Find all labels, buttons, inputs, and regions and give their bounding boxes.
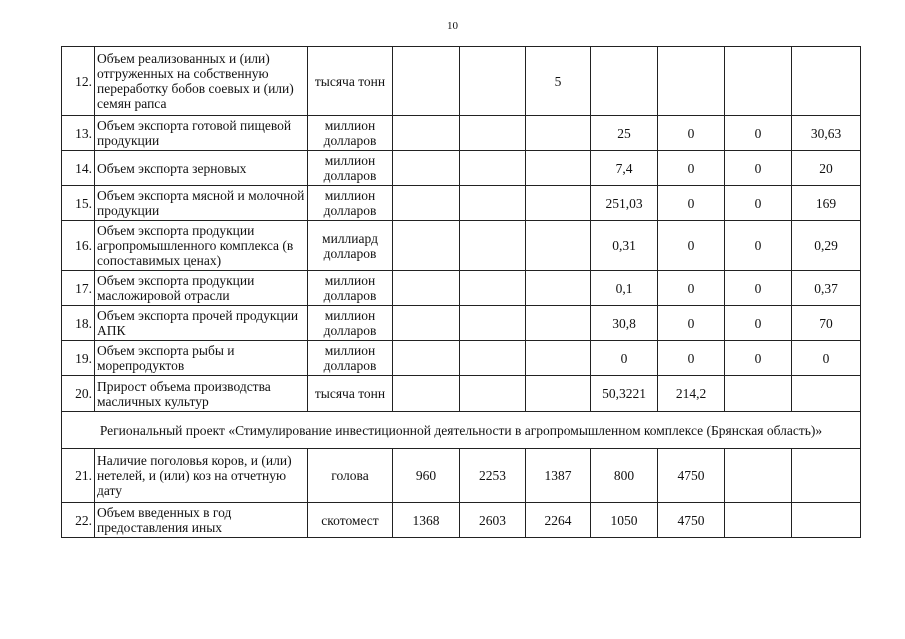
indicator-name: Объем экспорта рыбы и морепродуктов — [95, 341, 308, 376]
row-number: 17. — [62, 271, 95, 306]
value-cell: 1050 — [591, 503, 658, 538]
value-cell: 2264 — [526, 503, 591, 538]
value-cell: 4750 — [658, 503, 725, 538]
value-cell: 0,31 — [591, 221, 658, 271]
value-cell: 0 — [725, 116, 792, 151]
value-cell — [792, 503, 861, 538]
value-cell — [792, 376, 861, 412]
indicator-name: Объем экспорта прочей продукции АПК — [95, 306, 308, 341]
value-cell: 7,4 — [591, 151, 658, 186]
value-cell — [725, 376, 792, 412]
row-number: 13. — [62, 116, 95, 151]
row-number: 16. — [62, 221, 95, 271]
value-cell — [460, 341, 526, 376]
value-cell: 70 — [792, 306, 861, 341]
unit-cell: миллиард долларов — [308, 221, 393, 271]
table-row — [62, 503, 861, 538]
value-cell: 0 — [725, 271, 792, 306]
unit-cell: миллион долларов — [308, 116, 393, 151]
value-cell — [526, 116, 591, 151]
value-cell: 0 — [725, 151, 792, 186]
section-row — [62, 412, 861, 449]
value-cell — [658, 47, 725, 116]
value-cell: 1387 — [526, 449, 591, 503]
value-cell — [393, 47, 460, 116]
value-cell: 0 — [725, 341, 792, 376]
value-cell: 0 — [658, 271, 725, 306]
value-cell — [460, 186, 526, 221]
row-number: 20. — [62, 376, 95, 412]
indicator-name: Объем экспорта зерновых — [95, 151, 308, 186]
value-cell — [725, 449, 792, 503]
value-cell — [526, 271, 591, 306]
value-cell — [393, 151, 460, 186]
value-cell: 2603 — [460, 503, 526, 538]
value-cell: 0,29 — [792, 221, 861, 271]
value-cell: 169 — [792, 186, 861, 221]
unit-cell: тысяча тонн — [308, 47, 393, 116]
value-cell: 0 — [658, 306, 725, 341]
indicators-table — [61, 46, 861, 538]
indicator-name: Объем экспорта продукции масложировой отрасли — [95, 271, 308, 306]
unit-cell: скотомест — [308, 503, 393, 538]
value-cell: 0 — [658, 221, 725, 271]
indicator-name: Прирост объема производства масличных культур — [95, 376, 308, 412]
page-number: 10 — [447, 20, 458, 32]
table-row — [62, 221, 861, 271]
value-cell — [526, 186, 591, 221]
value-cell: 30,63 — [792, 116, 861, 151]
table-row — [62, 449, 861, 503]
value-cell: 50,3221 — [591, 376, 658, 412]
value-cell: 0 — [725, 221, 792, 271]
section-title: Региональный проект «Стимулирование инвестиционной деятельности в агропромышленном комплексе (Брянская область)» — [62, 412, 861, 449]
table-section — [62, 412, 861, 449]
value-cell — [393, 221, 460, 271]
unit-cell: миллион долларов — [308, 306, 393, 341]
value-cell — [526, 376, 591, 412]
row-number: 14. — [62, 151, 95, 186]
table-row — [62, 341, 861, 376]
value-cell: 0 — [658, 116, 725, 151]
table-row — [62, 47, 861, 116]
value-cell — [393, 271, 460, 306]
unit-cell: тысяча тонн — [308, 376, 393, 412]
value-cell: 251,03 — [591, 186, 658, 221]
value-cell — [393, 116, 460, 151]
table-body-investment — [62, 449, 861, 538]
table-row — [62, 376, 861, 412]
value-cell — [393, 376, 460, 412]
value-cell — [460, 47, 526, 116]
value-cell — [526, 306, 591, 341]
value-cell: 960 — [393, 449, 460, 503]
indicator-name: Наличие поголовья коров, и (или) нетелей, и (или) коз на отчетную дату — [95, 449, 308, 503]
value-cell — [460, 221, 526, 271]
row-number: 22. — [62, 503, 95, 538]
value-cell: 0 — [725, 186, 792, 221]
value-cell: 30,8 — [591, 306, 658, 341]
value-cell — [591, 47, 658, 116]
row-number: 18. — [62, 306, 95, 341]
value-cell — [526, 341, 591, 376]
indicator-name: Объем введенных в год предоставления иных — [95, 503, 308, 538]
indicator-name: Объем экспорта продукции агропромышленного комплекса (в сопоставимых ценах) — [95, 221, 308, 271]
table-row — [62, 186, 861, 221]
value-cell — [526, 221, 591, 271]
value-cell — [460, 376, 526, 412]
indicator-name: Объем экспорта мясной и молочной продукции — [95, 186, 308, 221]
value-cell: 0 — [658, 151, 725, 186]
value-cell — [725, 47, 792, 116]
value-cell: 800 — [591, 449, 658, 503]
value-cell: 0,37 — [792, 271, 861, 306]
unit-cell: миллион долларов — [308, 151, 393, 186]
value-cell: 0 — [725, 306, 792, 341]
unit-cell: голова — [308, 449, 393, 503]
table-body-export — [62, 47, 861, 412]
row-number: 19. — [62, 341, 95, 376]
value-cell: 2253 — [460, 449, 526, 503]
table-row — [62, 271, 861, 306]
value-cell — [526, 151, 591, 186]
value-cell: 214,2 — [658, 376, 725, 412]
table-row — [62, 116, 861, 151]
unit-cell: миллион долларов — [308, 186, 393, 221]
value-cell: 0 — [658, 186, 725, 221]
value-cell — [393, 341, 460, 376]
indicator-name: Объем экспорта готовой пищевой продукции — [95, 116, 308, 151]
row-number: 21. — [62, 449, 95, 503]
value-cell — [460, 151, 526, 186]
table-row — [62, 306, 861, 341]
value-cell — [792, 47, 861, 116]
value-cell — [460, 116, 526, 151]
value-cell — [460, 271, 526, 306]
table-row — [62, 151, 861, 186]
unit-cell: миллион долларов — [308, 341, 393, 376]
value-cell: 20 — [792, 151, 861, 186]
value-cell — [393, 306, 460, 341]
unit-cell: миллион долларов — [308, 271, 393, 306]
value-cell — [792, 449, 861, 503]
value-cell: 0 — [658, 341, 725, 376]
value-cell: 5 — [526, 47, 591, 116]
value-cell: 0 — [792, 341, 861, 376]
indicator-name: Объем реализованных и (или) отгруженных на собственную переработку бобов соевых и (или) семян рапса — [95, 47, 308, 116]
row-number: 12. — [62, 47, 95, 116]
value-cell: 0 — [591, 341, 658, 376]
value-cell — [460, 306, 526, 341]
value-cell — [393, 186, 460, 221]
row-number: 15. — [62, 186, 95, 221]
value-cell: 0,1 — [591, 271, 658, 306]
value-cell: 4750 — [658, 449, 725, 503]
value-cell — [725, 503, 792, 538]
value-cell: 25 — [591, 116, 658, 151]
value-cell: 1368 — [393, 503, 460, 538]
